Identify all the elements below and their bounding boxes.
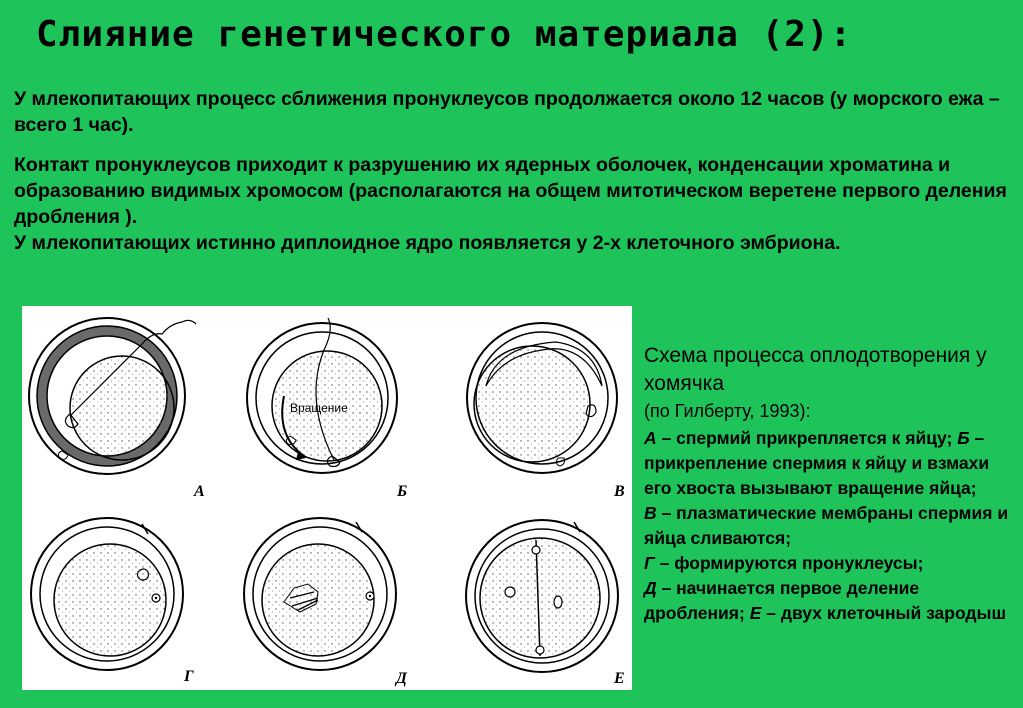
panel-v-label: В [614, 483, 625, 500]
caption-text-g: – формируются пронуклеусы; [654, 553, 924, 573]
panel-g-label: Г [184, 668, 194, 685]
panel-a-egg [29, 318, 196, 474]
panel-a-label: А [194, 483, 205, 500]
paragraph-diploid: У млекопитающих истинно диплоидное ядро появляется у 2-х клеточного эмбриона. [14, 232, 841, 254]
caption-text-d: – начинается первое деление дробления; [644, 578, 920, 623]
panel-e-embryo [466, 520, 618, 672]
caption-letter-d: Д [644, 578, 657, 598]
caption-text-a: – спермий прикрепляется к яйцу; [656, 428, 958, 448]
caption-letter-a: А [644, 428, 657, 448]
caption-letter-v: В [644, 503, 657, 523]
rotation-label: Вращение [290, 401, 348, 415]
panel-d-egg [244, 518, 396, 670]
caption-text-b: – прикрепление спермия к яйцу и взмахи его хвоста вызывают вращение яйца; [644, 428, 990, 498]
caption-letter-e: Е [749, 603, 762, 623]
panel-g-egg [31, 518, 183, 670]
panel-b-egg [247, 318, 397, 473]
caption-body [644, 426, 1019, 626]
figure-caption [644, 342, 1019, 626]
caption-title: Схема процесса оплодотворения у хомячка [644, 344, 987, 395]
caption-letter-b: Б [957, 428, 970, 448]
caption-text-v: – плазматические мембраны спермия и яйца сливаются; [644, 503, 1009, 548]
fertilization-figure [22, 306, 632, 690]
paragraph-chromosomes [14, 152, 1014, 256]
panel-v-egg [467, 323, 617, 473]
panel-b-label: Б [397, 483, 408, 500]
caption-source: (по Гилберту, 1993): [644, 401, 811, 421]
caption-text-e: – двух клеточный зародыш [761, 603, 1007, 623]
panel-e-label: Е [614, 670, 625, 687]
paragraph-contact: Контакт пронуклеусов приходит к разрушению их ядерных оболочек, конденсации хроматина и образованию видимых хромосом (располагаются на общем митотическом веретене первого деления дробления ). [14, 154, 1007, 228]
paragraph-pronuclei-timing: У млекопитающих процесс сближения пронуклеусов продолжается около 12 часов (у морского ежа – всего 1 час). [14, 88, 1000, 136]
slide-title: Слияние генетического материала (2): [36, 14, 853, 55]
caption-letter-g: Г [644, 553, 655, 573]
panel-d-label: Д [396, 670, 407, 687]
